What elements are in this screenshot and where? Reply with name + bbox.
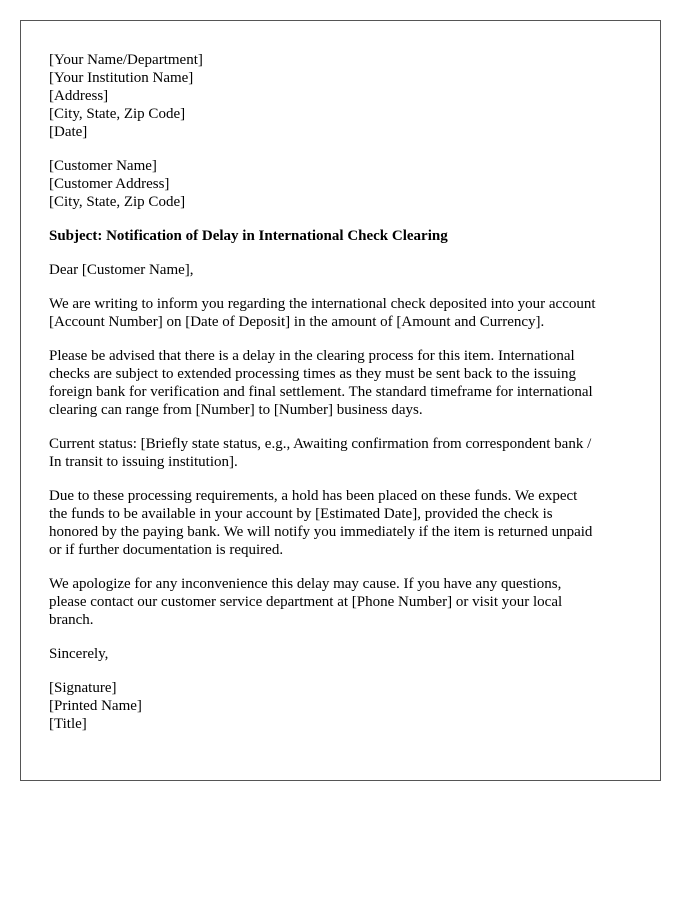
paragraph-line: [Account Number] on [Date of Deposit] in the amount of [Amount and Currency]. [49, 314, 545, 330]
recipient-line: [Customer Name] [49, 158, 157, 174]
body-paragraph [49, 295, 632, 331]
closing: Sincerely, [49, 646, 109, 662]
sender-block [49, 51, 632, 141]
printed-name-line: [Printed Name] [49, 698, 142, 714]
body-paragraph [49, 575, 632, 629]
sender-line: [Address] [49, 88, 109, 104]
recipient-block [49, 157, 632, 211]
body-paragraph [49, 487, 632, 559]
title-line: [Title] [49, 716, 87, 732]
body-paragraph [49, 347, 632, 419]
recipient-line: [City, State, Zip Code] [49, 194, 186, 210]
paragraph-line: We are writing to inform you regarding the international check deposited into your account [49, 296, 596, 312]
letter [20, 20, 661, 781]
paragraph-line: checks are subject to extended processing times as they must be sent back to the issuing [49, 366, 576, 382]
paragraph-line: We apologize for any inconvenience this delay may cause. If you have any questions, [49, 576, 562, 592]
subject-line: Subject: Notification of Delay in International Check Clearing [49, 228, 448, 244]
body-paragraph [49, 435, 632, 471]
paragraph-line: In transit to issuing institution]. [49, 454, 238, 470]
paragraph-line: Please be advised that there is a delay in the clearing process for this item. International [49, 348, 575, 364]
paragraph-line: honored by the paying bank. We will notify you immediately if the item is returned unpaid [49, 524, 593, 540]
sender-line: [Your Name/Department] [49, 52, 203, 68]
letter-body [49, 295, 632, 629]
paragraph-line: foreign bank for verification and final settlement. The standard timeframe for international [49, 384, 593, 400]
paragraph-line: or if further documentation is required. [49, 542, 284, 558]
sender-line: [City, State, Zip Code] [49, 106, 186, 122]
paragraph-line: clearing can range from [Number] to [Number] business days. [49, 402, 423, 418]
paragraph-line: the funds to be available in your account by [Estimated Date], provided the check is [49, 506, 553, 522]
signature-line: [Signature] [49, 680, 117, 696]
paragraph-line: Current status: [Briefly state status, e.g., Awaiting confirmation from correspondent bank / [49, 436, 592, 452]
paragraph-line: Due to these processing requirements, a hold has been placed on these funds. We expect [49, 488, 578, 504]
paragraph-line: please contact our customer service department at [Phone Number] or visit your local [49, 594, 563, 610]
paragraph-line: branch. [49, 612, 94, 628]
sender-line: [Your Institution Name] [49, 70, 194, 86]
signature-block [49, 679, 632, 733]
salutation: Dear [Customer Name], [49, 262, 194, 278]
recipient-line: [Customer Address] [49, 176, 170, 192]
sender-line: [Date] [49, 124, 88, 140]
